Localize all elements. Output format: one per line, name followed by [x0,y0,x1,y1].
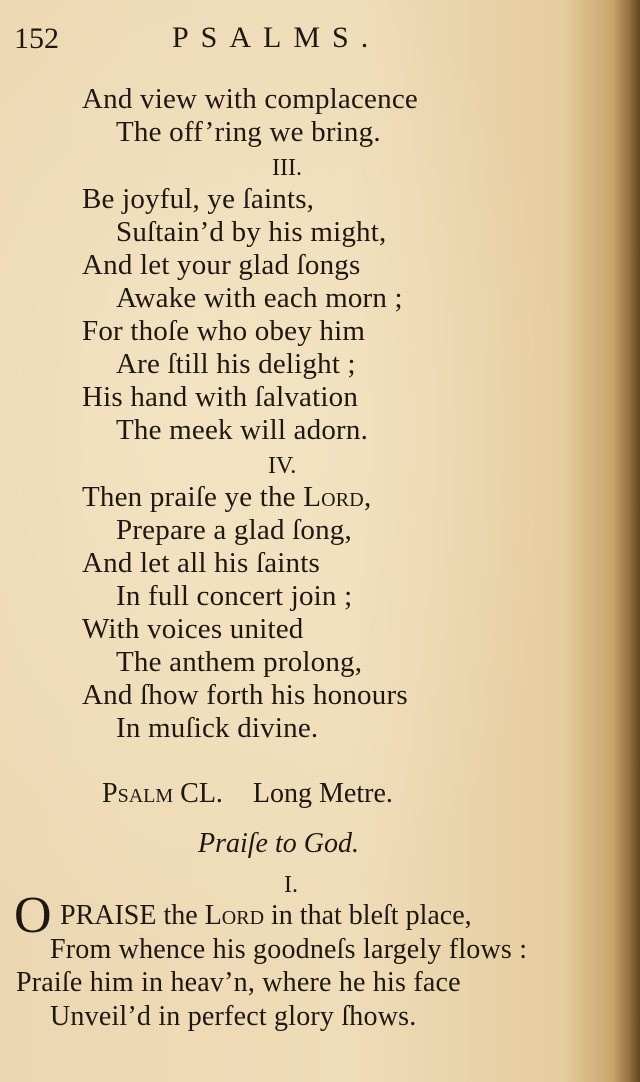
lord-small-caps: Lord [204,900,265,931]
verse-line: In muſick divine. [116,712,319,744]
verse-line: With voices united [82,613,304,645]
verse-line: And ſhow forth his honours [82,679,408,711]
lord-small-caps: Lord [303,481,364,513]
page-number: 152 [14,22,59,55]
verse-line: Praiſe him in heav’n, where he his face [16,967,461,998]
stanza-number: III. [272,155,302,181]
psalm-title-word: Psalm [102,778,174,809]
psalm-subtitle: Praiſe to God. [198,828,359,859]
verse-line: The off’ring we bring. [116,116,381,148]
page-edge-shadow [612,0,640,1082]
verse-line: Awake with each morn ; [116,282,403,314]
verse-line: Are ſtill his delight ; [116,348,356,380]
verse-line: PRAISE the Lord in that bleſt place, [60,900,472,931]
psalm-heading [102,777,393,811]
verse-line: The anthem prolong, [116,646,363,678]
verse-line: Then praiſe ye the Lord, [82,481,372,513]
verse-line: Prepare a glad ſong, [116,514,352,546]
verse-line: Suſtain’d by his might, [116,216,387,248]
verse-line: Be joyful, ye ſaints, [82,183,315,215]
verse-line: For thoſe who obey him [82,315,366,347]
verse-line: The meek will adorn. [116,414,369,446]
stanza-number: I. [284,872,298,898]
verse-line: And let your glad ſongs [82,249,361,281]
drop-cap: O [14,887,52,944]
verse-line: His hand with ſalvation [82,381,359,413]
running-head: PSALMS. [172,21,381,54]
verse-line: And view with complacence [82,83,418,115]
psalm-number: CL. [180,778,223,809]
verse-line: In full concert join ; [116,580,353,612]
verse-line: From whence his goodneſs largely flows : [50,934,528,965]
verse-line: And let all his ſaints [82,547,320,579]
verse-line: Unveil’d in perfect glory ſhows. [50,1001,417,1032]
psalm-metre: Long Metre. [252,778,393,809]
stanza-number: IV. [268,453,297,479]
